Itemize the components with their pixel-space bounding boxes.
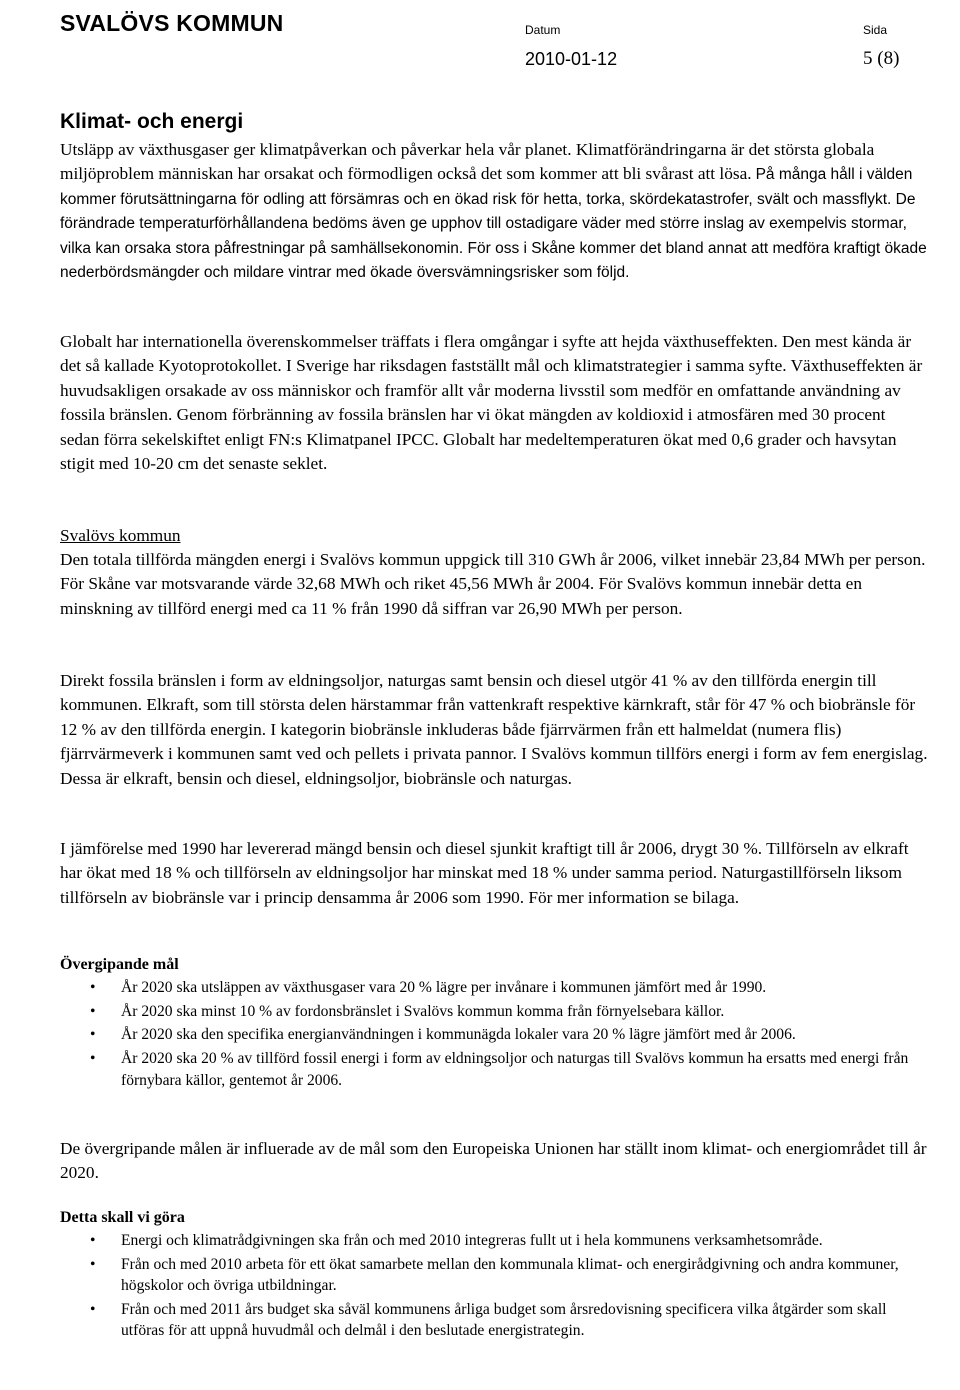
action-text: Från och med 2011 års budget ska såväl kommunens årliga budget som årsredovisning specificera vilka åtgärder som skall utföras för att uppnå huvudmål och delmål i den beslutade energistrategin. xyxy=(121,1300,887,1340)
goal-text: År 2020 ska 20 % av tillförd fossil energi i form av eldningsoljor och naturgas till Svalövs kommun ha ersatts med energi från förnybara källor, gentemot år 2006. xyxy=(121,1050,909,1089)
bullet-icon: • xyxy=(90,1050,96,1068)
comparison-paragraph: I jämförelse med 1990 har levererad mängd bensin och diesel sjunkit kraftigt till år 2006, drygt 30 %. Tillförseln av elkraft har ökat med 18 % och tillförseln av eldningsoljor har minskat med 18 % under samma period. Naturgastillförseln liksom tillförseln av biobränsle var i princip densamma år 2006 som 1990. För mer information se bilaga. xyxy=(60,839,909,907)
action-text: Från och med 2010 arbeta för ett ökat samarbete mellan den kommunala klimat- och energirådgivning och andra kommuner, högskolor och övriga utbildningar. xyxy=(121,1255,899,1295)
bullet-icon: • xyxy=(90,1002,96,1020)
list-item xyxy=(90,977,921,999)
section-title: Klimat- och energi xyxy=(60,110,244,133)
list-item xyxy=(90,1001,921,1023)
goal-text: År 2020 ska den specifika energianvändningen i kommunägda lokaler vara 20 % lägre jämfört med år 2006. xyxy=(121,1026,796,1044)
goals-heading: Övergipande mål xyxy=(60,956,179,973)
bullet-icon: • xyxy=(90,1300,96,1318)
page-label: Sida xyxy=(863,23,888,37)
list-item xyxy=(90,1024,921,1046)
bullet-icon: • xyxy=(90,1255,96,1273)
organization-name: SVALÖVS KOMMUN xyxy=(60,10,284,36)
bullet-icon: • xyxy=(90,1232,96,1249)
global-agreements-paragraph: Globalt har internationella överenskommelser träffats i flera omgångar i syfte att hejda växthuseffekten. Den mest kända är det så kallade Kyotoprotokollet. I Sverige har riksdagen fastställt mål och klimatstrategier i samma syfte. Växthuseffekten är huvudsakligen orsakade av oss människor och framför allt vår moderna livsstil som medför en omfattande användning av fossila bränslen. Genom förbränning av fossila bränslen har vi ökat mängden av koldioxid i atmosfären med 30 procent sedan förra sekelskiftet enligt FN:s Klimatpanel IPCC. Globalt har medeltemperaturen ökat med 0,6 grader och havsytan stigit med 10-20 cm det senaste seklet. xyxy=(60,332,923,474)
municipality-subheading: Svalövs kommun xyxy=(60,526,181,545)
goal-text: År 2020 ska minst 10 % av fordonsbränslet i Svalövs kommun komma från förnyelsebara källor. xyxy=(121,1002,725,1020)
energy-supply-paragraph: Den totala tillförda mängden energi i Svalövs kommun uppgick till 310 GWh år 2006, vilket innebär 23,84 MWh per person. För Skåne var motsvarande värde 32,68 MWh och riket 45,56 MWh år 2004. För Svalövs kommun innebär detta en minskning av tillförd energi med ca 11 % från 1990 då siffran var 26,90 MWh per person. xyxy=(60,550,926,618)
list-item xyxy=(90,1230,921,1252)
intro-paragraph xyxy=(60,138,928,285)
date-value: 2010-01-12 xyxy=(525,49,618,69)
goals-list xyxy=(90,977,921,1093)
intro-paragraph-part-2: På många håll i välden kommer förutsättningarna för odling att försämras och en ökad risk för hetta, torka, skördekatastrofer, svält och massflykt. De förändrade temperaturförhållandena bedöms även ge upphov till ostadigare väder med större inslag av exempelvis stormar, vilka kan orsaka stora påfrestningar på samhällsekonomin. För oss i Skåne kommer det bland annat att medföra kraftigt ökade nederbördsmängder och mildare vintrar med ökade översvämningsrisker som följd. xyxy=(60,166,927,282)
date-label: Datum xyxy=(525,23,561,37)
page-number: 5 (8) xyxy=(863,48,900,69)
actions-heading: Detta skall vi göra xyxy=(60,1209,185,1226)
bullet-icon: • xyxy=(90,979,96,996)
goal-text: År 2020 ska utsläppen av växthusgaser vara 20 % lägre per invånare i kommunen jämfört med år 1990. xyxy=(121,979,767,996)
list-item xyxy=(90,1254,921,1297)
action-text: Energi och klimatrådgivningen ska från och med 2010 integreras fullt ut i hela kommunens verksamhetsområde. xyxy=(121,1232,823,1249)
energy-mix-paragraph: Direkt fossila bränslen i form av eldningsoljor, naturgas samt bensin och diesel utgör 41 % av den tillförda energin till kommunen. Elkraft, som till största delen härstammar från vattenkraft respektive kärnkraft, står för 47 % och biobränsle för 12 % av den tillförda energin. I kategorin biobränsle inkluderas både fjärrvärmen från ett halmeldat (numera flis) fjärrvärmeverk i kommunen samt ved och pellets i privata pannor. I Svalövs kommun tillförs energi i form av fem energislag. Dessa är elkraft, bensin och diesel, eldningsoljor, biobränsle och naturgas. xyxy=(60,671,928,788)
list-item xyxy=(90,1299,921,1342)
intro-paragraph-part-1: Utsläpp av växthusgaser ger klimatpåverkan och påverkar hela vår planet. Klimatförändringarna är det största globala miljöproblem människan har orsakat och förmodligen också det som kommer att bli svårast att lösa. xyxy=(60,140,875,184)
list-item xyxy=(90,1048,921,1091)
bullet-icon: • xyxy=(90,1026,96,1044)
eu-paragraph: De övergripande målen är influerade av de mål som den Europeiska Unionen har ställt inom klimat- och energiområdet till år 2020. xyxy=(60,1139,927,1183)
actions-list xyxy=(90,1230,921,1344)
